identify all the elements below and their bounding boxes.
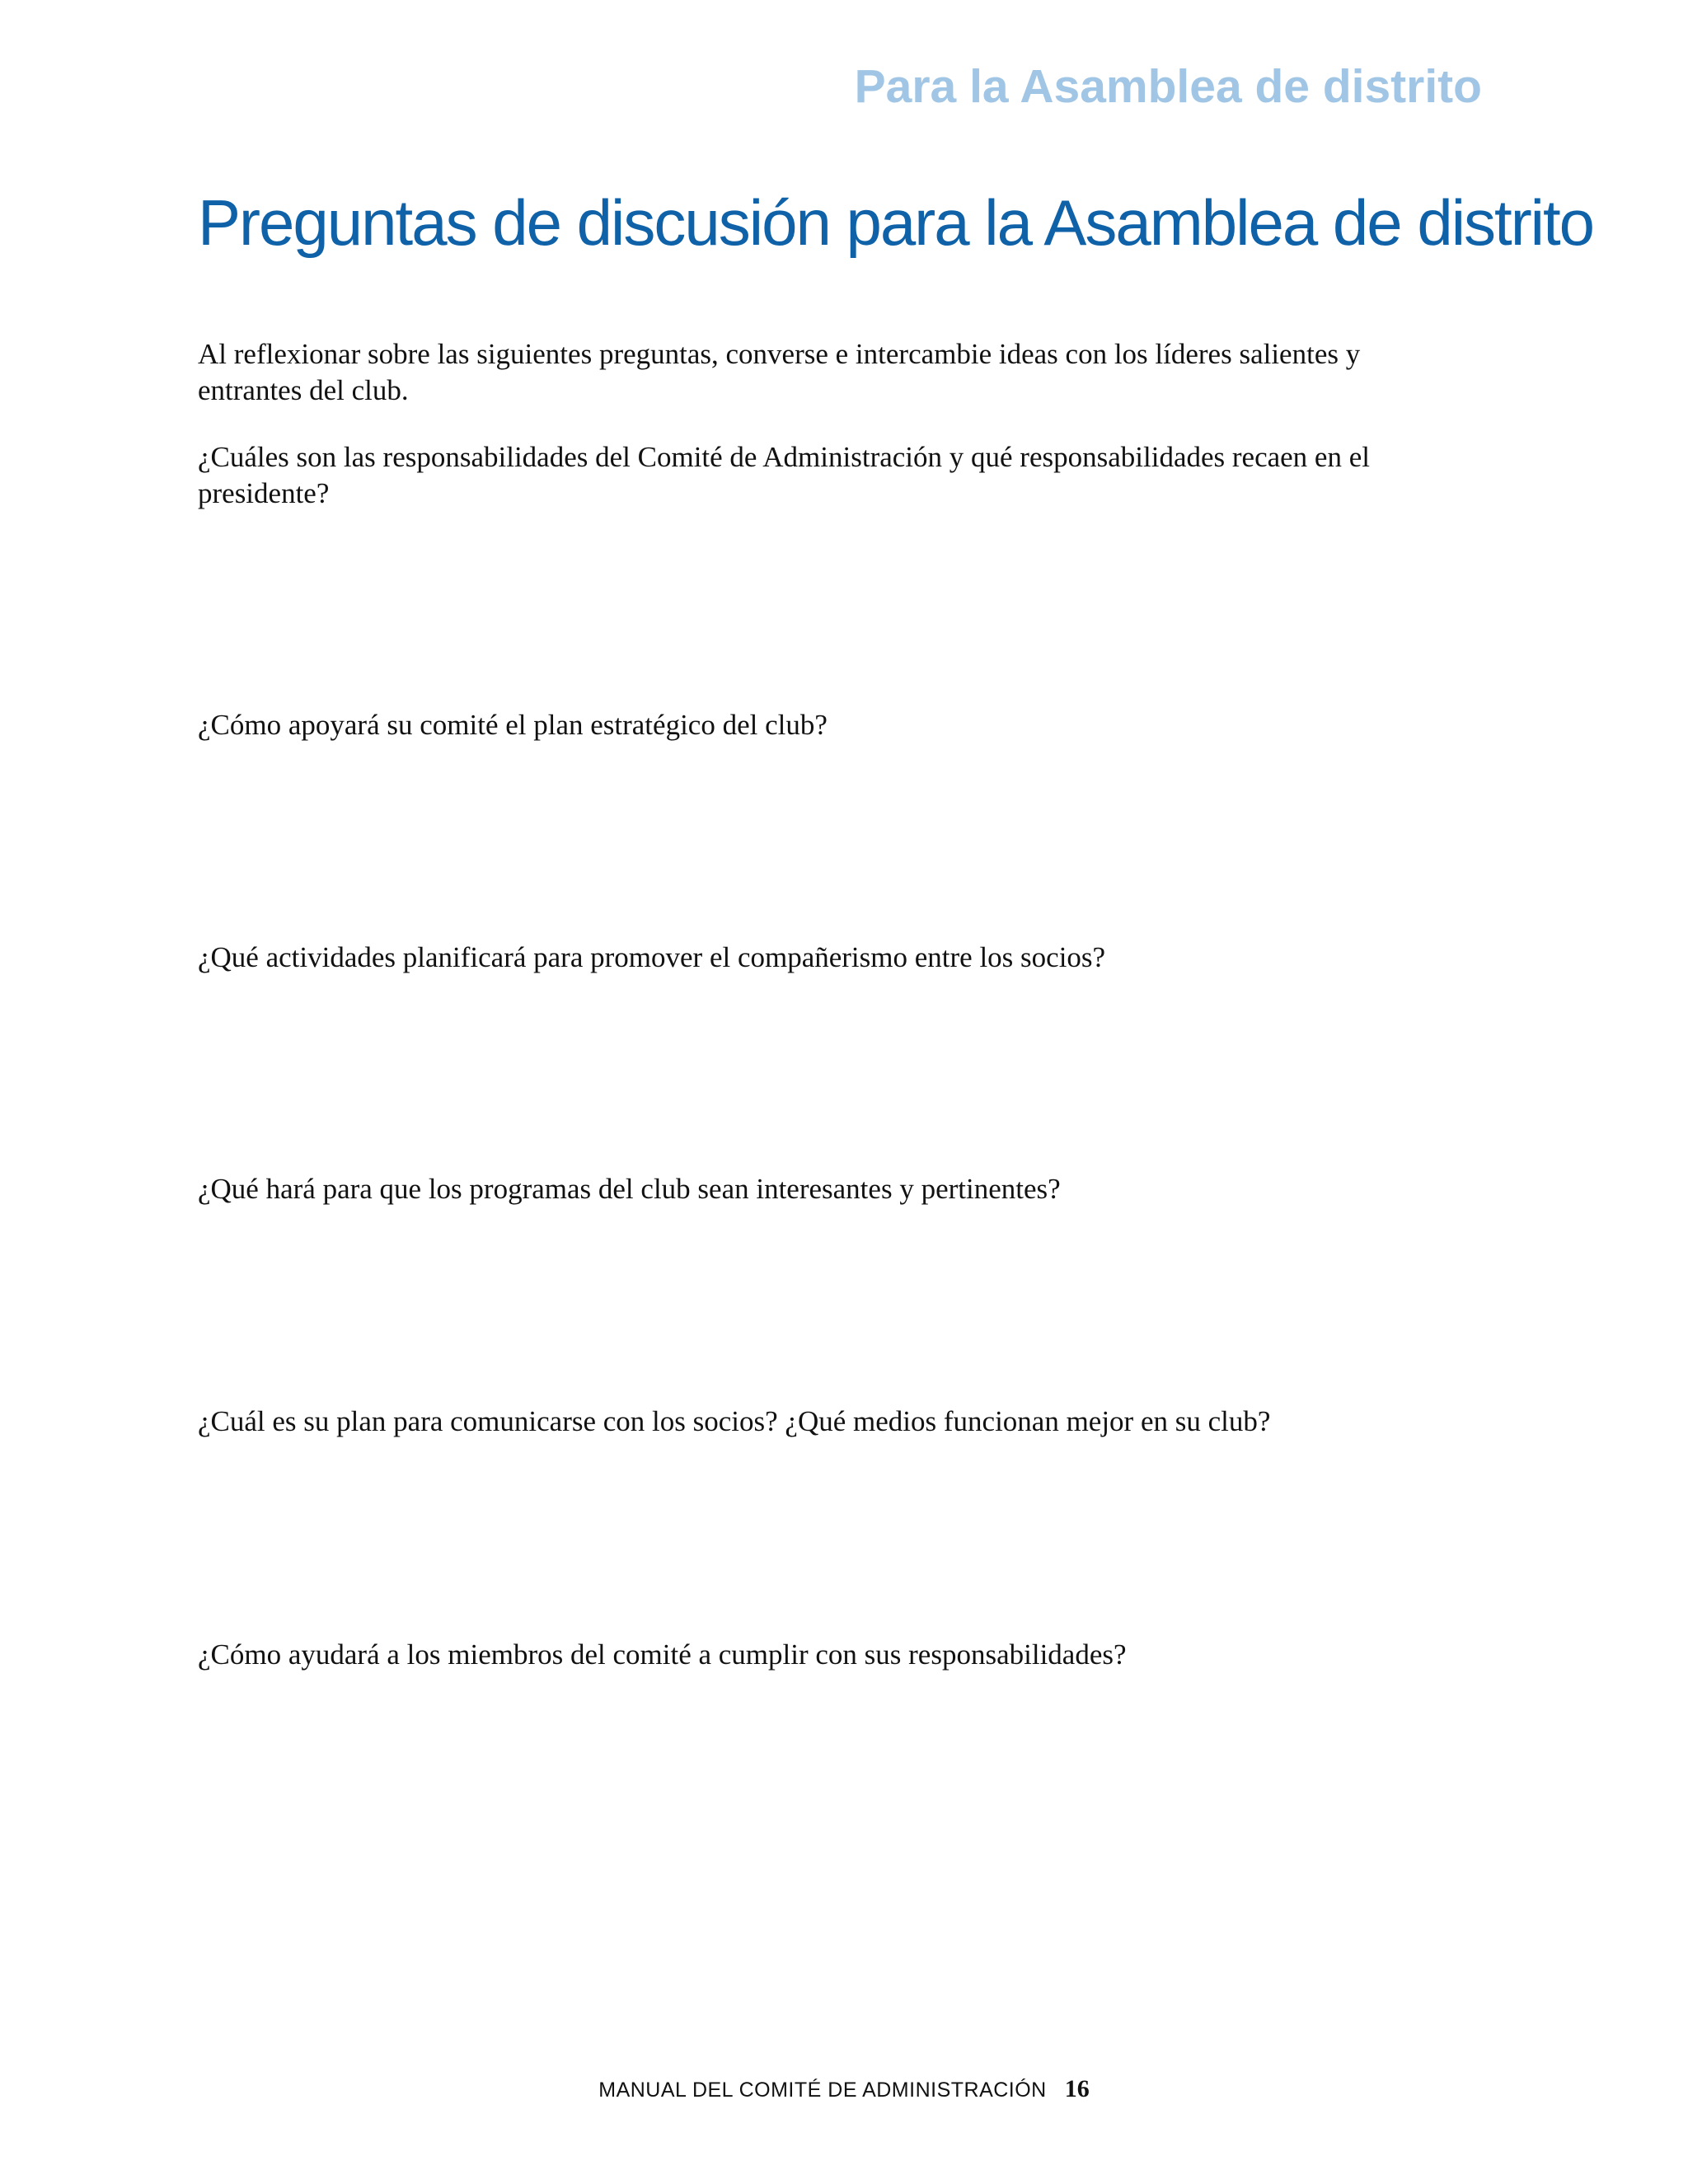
question-5: ¿Cuál es su plan para comunicarse con los socios? ¿Qué medios funcionan mejor en su club? — [198, 1405, 1271, 1437]
section-header: Para la Asamblea de distrito — [854, 60, 1482, 113]
question-6: ¿Cómo ayudará a los miembros del comité a cumplir con sus responsabilidades? — [198, 1638, 1127, 1671]
page-title: Preguntas de discusión para la Asamblea de distrito — [198, 186, 1594, 259]
page-number: 16 — [1064, 2075, 1090, 2102]
footer-manual-title: MANUAL DEL COMITÉ DE ADMINISTRACIÓN — [598, 2079, 1047, 2102]
question-4: ¿Qué hará para que los programas del club sean interesantes y pertinentes? — [198, 1173, 1061, 1205]
question-3: ¿Qué actividades planificará para promover el compañerismo entre los socios? — [198, 941, 1106, 973]
intro-paragraph: Al reflexionar sobre las siguientes preguntas, converse e intercambie ideas con los líderes salientes y entrantes del club. — [198, 338, 1361, 406]
page-footer — [0, 2075, 1688, 2103]
question-1: ¿Cuáles son las responsabilidades del Comité de Administración y qué responsabilidades recaen en el presidente? — [198, 441, 1370, 509]
question-2: ¿Cómo apoyará su comité el plan estratégico del club? — [198, 709, 828, 741]
